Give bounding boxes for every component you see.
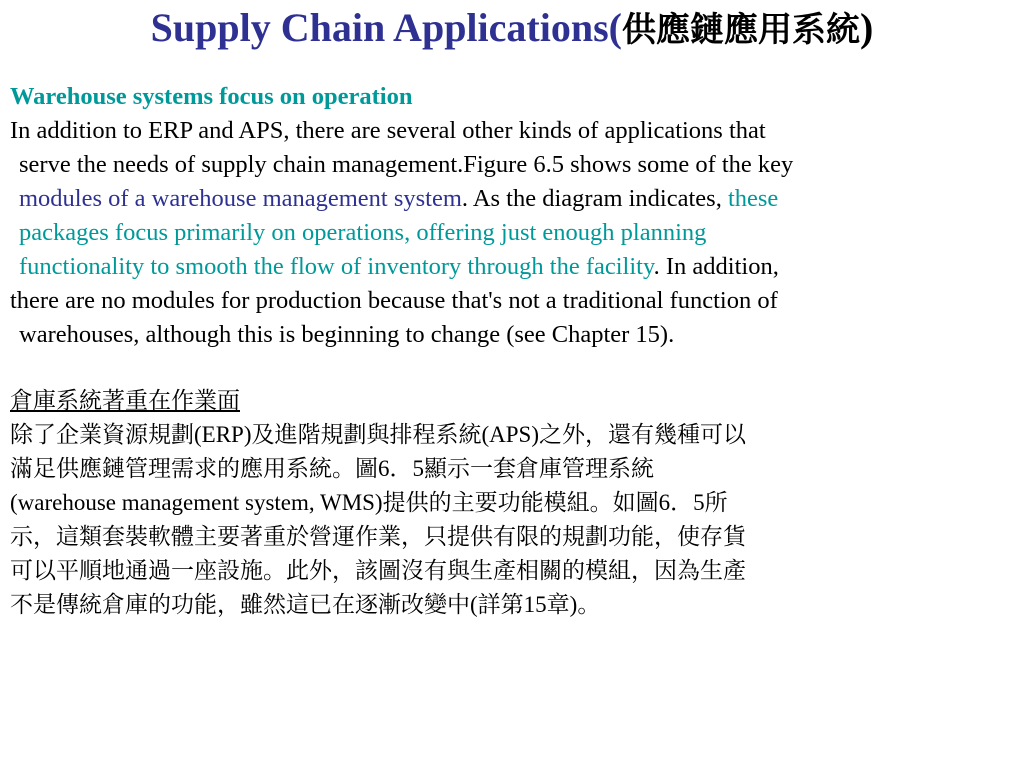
english-line (10, 318, 1020, 352)
text-segment: there are no modules for production because that's not a traditional function of (10, 287, 778, 314)
text-segment: serve the needs of supply chain management.Figure 6.5 shows some of the key (19, 151, 794, 178)
english-section (10, 80, 1020, 352)
chinese-line: 可以平順地通過一座設施。此外，該圖沒有與生產相關的模組，因為生產 (10, 558, 746, 583)
chinese-paragraph (10, 418, 1020, 622)
english-heading: Warehouse systems focus on operation (10, 83, 413, 110)
english-line (10, 284, 1020, 318)
chinese-line: 滿足供應鏈管理需求的應用系統。圖6．5顯示一套倉庫管理系統 (10, 456, 654, 481)
text-segment: . In addition, (653, 253, 779, 280)
chinese-line: 不是傳統倉庫的功能，雖然這已在逐漸改變中(詳第15章)。 (10, 592, 601, 617)
slide-title (0, 2, 1024, 56)
text-segment: In addition to ERP and APS, there are several other kinds of applications that (10, 117, 766, 144)
english-paragraph (10, 114, 1020, 352)
english-line (10, 114, 1020, 148)
chinese-line: 除了企業資源規劃(ERP)及進階規劃與排程系統(APS)之外，還有幾種可以 (10, 422, 747, 447)
english-line (10, 250, 1020, 284)
title-english: Supply Chain Applications( (150, 5, 622, 50)
title-close-paren: ) (859, 5, 874, 50)
chinese-line: 示，這類套裝軟體主要著重於營運作業，只提供有限的規劃功能，使存貨 (10, 524, 746, 549)
chinese-section (10, 384, 1020, 622)
title-chinese: 供應鏈應用系統 (621, 10, 860, 50)
highlighted-text-segment: modules of a warehouse management system (19, 185, 462, 212)
english-line (10, 182, 1020, 216)
highlighted-text-segment: these (727, 185, 779, 212)
text-segment: . As the diagram indicates, (461, 185, 728, 212)
highlighted-text-segment: functionality to smooth the flow of inventory through the facility (19, 253, 654, 280)
chinese-heading: 倉庫系統著重在作業面 (10, 388, 240, 414)
english-line (10, 148, 1020, 182)
chinese-line: (warehouse management system, WMS)提供的主要功能模組。如圖6．5所 (10, 490, 728, 515)
highlighted-text-segment: packages focus primarily on operations, offering just enough planning (19, 219, 707, 246)
english-line (10, 216, 1020, 250)
text-segment: warehouses, although this is beginning to change (see Chapter 15). (19, 321, 675, 348)
